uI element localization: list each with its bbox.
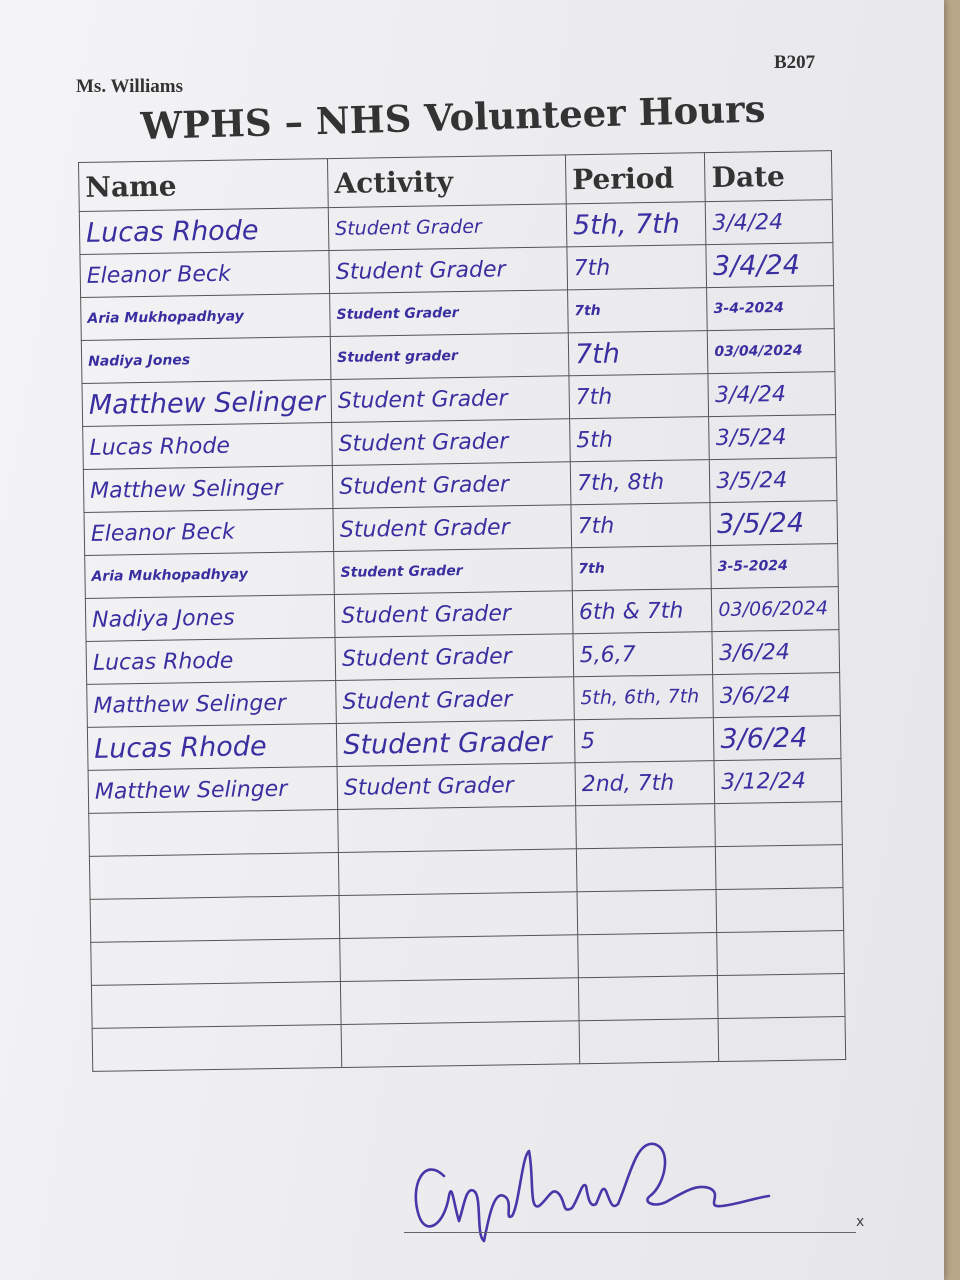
period-cell: 7th bbox=[567, 245, 707, 290]
name-cell: Matthew Selinger bbox=[82, 380, 332, 427]
period-cell: 5th, 6th, 7th bbox=[574, 675, 714, 720]
activity-cell: Student Grader bbox=[332, 462, 570, 509]
period-cell: 5 bbox=[574, 718, 714, 763]
period-cell: 7th bbox=[571, 503, 711, 548]
room-number: B207 bbox=[774, 52, 816, 73]
name-cell: Lucas Rhode bbox=[83, 423, 333, 470]
activity-cell: Student Grader bbox=[333, 505, 571, 552]
activity-cell: Student Grader bbox=[329, 247, 567, 294]
activity-cell: Student Grader bbox=[330, 290, 568, 337]
name-cell: Eleanor Beck bbox=[84, 509, 334, 556]
date-cell: 3/6/24 bbox=[712, 630, 839, 675]
activity-cell: Student Grader bbox=[331, 376, 569, 423]
name-cell: Nadiya Jones bbox=[81, 337, 331, 384]
header-name: Name bbox=[79, 159, 329, 212]
period-cell: 7th bbox=[572, 546, 712, 591]
name-cell: Lucas Rhode bbox=[86, 638, 336, 685]
period-cell: 5,6,7 bbox=[573, 632, 713, 677]
activity-cell: Student Grader bbox=[334, 591, 572, 638]
date-cell: 3/4/24 bbox=[706, 200, 833, 245]
period-cell: 5th bbox=[569, 417, 709, 462]
date-cell: 03/04/2024 bbox=[708, 329, 835, 374]
date-cell: 3/5/24 bbox=[709, 415, 836, 460]
signature-scribble bbox=[404, 1136, 784, 1246]
date-cell: 3/6/24 bbox=[714, 716, 841, 761]
activity-cell: Student Grader bbox=[335, 634, 573, 681]
period-cell: 7th, 8th bbox=[570, 460, 710, 505]
name-cell: Matthew Selinger bbox=[88, 767, 338, 814]
activity-cell: Student Grader bbox=[336, 720, 574, 767]
period-cell: 6th & 7th bbox=[572, 589, 712, 634]
date-cell: 3/4/24 bbox=[706, 243, 833, 288]
header-date: Date bbox=[705, 151, 832, 202]
activity-cell: Student grader bbox=[330, 333, 568, 380]
header-activity: Activity bbox=[328, 155, 567, 208]
name-cell: Lucas Rhode bbox=[79, 208, 329, 255]
name-cell: Matthew Selinger bbox=[83, 466, 333, 513]
header-period: Period bbox=[565, 153, 705, 204]
signature-line bbox=[404, 1232, 856, 1233]
teacher-name: Ms. Williams bbox=[76, 76, 183, 97]
name-cell: Lucas Rhode bbox=[87, 724, 337, 771]
name-cell: Aria Mukhopadhyay bbox=[81, 294, 331, 341]
name-cell: Matthew Selinger bbox=[87, 681, 337, 728]
period-cell: 7th bbox=[569, 374, 709, 419]
date-cell: 3-5-2024 bbox=[711, 544, 838, 589]
date-cell: 3/12/24 bbox=[714, 759, 841, 804]
name-cell: Nadiya Jones bbox=[85, 595, 335, 642]
date-cell: 3/4/24 bbox=[708, 372, 835, 417]
date-cell: 3/5/24 bbox=[710, 501, 837, 546]
date-cell: 3/6/24 bbox=[713, 673, 840, 718]
activity-cell: Student Grader bbox=[328, 204, 566, 251]
date-cell: 03/06/2024 bbox=[712, 587, 839, 632]
period-cell: 5th, 7th bbox=[566, 202, 706, 247]
activity-cell: Student Grader bbox=[336, 677, 574, 724]
name-cell: Eleanor Beck bbox=[80, 251, 330, 298]
period-cell: 7th bbox=[567, 288, 707, 333]
date-cell: 3/5/24 bbox=[710, 458, 837, 503]
period-cell: 7th bbox=[568, 331, 708, 376]
page-title: WPHS – NHS Volunteer Hours bbox=[140, 86, 766, 148]
name-cell: Aria Mukhopadhyay bbox=[85, 552, 335, 599]
signature-mark: x bbox=[856, 1214, 865, 1230]
activity-cell: Student Grader bbox=[332, 419, 570, 466]
period-cell: 2nd, 7th bbox=[575, 761, 715, 806]
volunteer-hours-table bbox=[78, 150, 846, 1072]
activity-cell: Student Grader bbox=[337, 763, 575, 810]
activity-cell: Student Grader bbox=[334, 548, 572, 595]
date-cell: 3-4-2024 bbox=[707, 286, 834, 331]
